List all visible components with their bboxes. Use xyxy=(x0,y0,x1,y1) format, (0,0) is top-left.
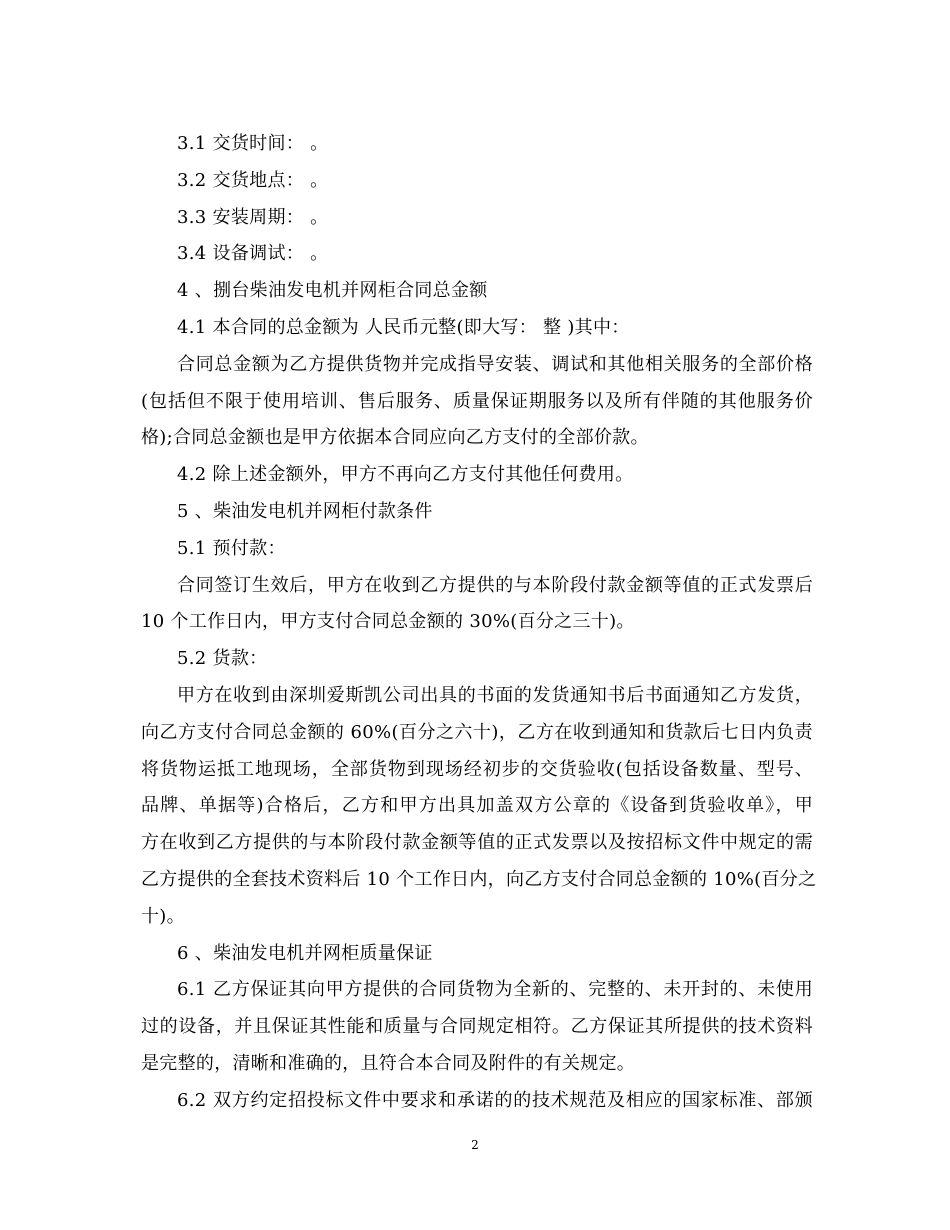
paragraph-line: 品牌、单据等)合格后，乙方和甲方出具加盖双方公章的《设备到货验收单》，甲 xyxy=(141,795,813,817)
section-6-heading: 6 、柴油发电机并网柜质量保证 xyxy=(177,942,433,964)
section-4-heading: 4 、捌台柴油发电机并网柜合同总金额 xyxy=(177,280,488,302)
document-body xyxy=(141,126,817,1120)
clause-5-1: 5.1 预付款： xyxy=(177,537,286,559)
clause-3-4: 3.4 设备调试： 。 xyxy=(177,243,329,265)
clause-6-1: 6.1 乙方保证其向甲方提供的合同货物为全新的、完整的、未开封的、未使用 xyxy=(177,979,813,1001)
clause-4-1: 4.1 本合同的总金额为 人民币元整(即大写： 整 )其中： xyxy=(177,316,630,338)
paragraph-line: 十)。 xyxy=(141,905,185,927)
paragraph-line: (包括但不限于使用培训、售后服务、质量保证期服务以及所有伴随的其他服务价 xyxy=(141,390,813,412)
paragraph-line: 向乙方支付合同总金额的 60%(百分之六十)，乙方在收到通知和货款后七日内负责 xyxy=(141,721,813,743)
paragraph-line: 是完整的，清晰和准确的，且符合本合同及附件的有关规定。 xyxy=(141,1052,636,1074)
section-5-heading: 5 、柴油发电机并网柜付款条件 xyxy=(177,500,433,522)
paragraph-line: 乙方提供的全套技术资料后 10 个工作日内，向乙方支付合同总金额的 10%(百分之 xyxy=(141,868,817,890)
paragraph-line: 合同签订生效后，甲方在收到乙方提供的与本阶段付款金额等值的正式发票后 xyxy=(177,574,813,596)
paragraph-line: 10 个工作日内，甲方支付合同总金额的 30%(百分之三十)。 xyxy=(141,611,635,633)
paragraph-line: 方在收到乙方提供的与本阶段付款金额等值的正式发票以及按招标文件中规定的需 xyxy=(141,832,813,854)
paragraph-line: 甲方在收到由深圳爱斯凯公司出具的书面的发货通知书后书面通知乙方发货， xyxy=(177,684,813,706)
paragraph-line: 格);合同总金额也是甲方依据本合同应向乙方支付的全部价款。 xyxy=(141,427,649,449)
clause-4-2: 4.2 除上述金额外，甲方不再向乙方支付其他任何费用。 xyxy=(177,464,634,486)
paragraph-line: 合同总金额为乙方提供货物并完成指导安装、调试和其他相关服务的全部价格 xyxy=(177,353,813,375)
paragraph-line: 过的设备，并且保证其性能和质量与合同规定相符。乙方保证其所提供的技术资料 xyxy=(141,1016,813,1038)
clause-3-1: 3.1 交货时间： 。 xyxy=(177,133,329,154)
clause-6-2: 6.2 双方约定招投标文件中要求和承诺的的技术规范及相应的国家标准、部颁 xyxy=(177,1089,813,1111)
clause-3-3: 3.3 安装周期： 。 xyxy=(177,206,329,228)
clause-5-2: 5.2 货款： xyxy=(177,648,268,670)
clause-3-2: 3.2 交货地点： 。 xyxy=(177,169,329,191)
paragraph-line: 将货物运抵工地现场，全部货物到现场经初步的交货验收(包括设备数量、型号、 xyxy=(141,758,813,780)
page-number: 2 xyxy=(471,1138,479,1152)
